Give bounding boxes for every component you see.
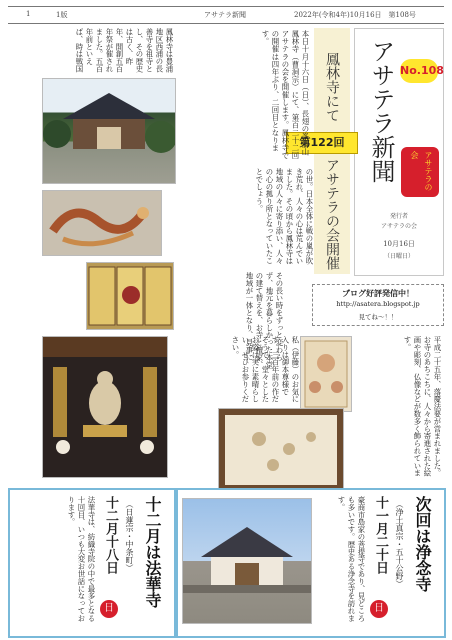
buddhist-painting-photo [300,336,352,412]
buddha-altar-photo [42,336,168,478]
dec-date: 十二月十八日 [103,496,118,574]
page-number: 1 [26,10,31,18]
golden-doors-photo [86,262,174,330]
next-date: 十一月二十日 [373,496,388,574]
article-paragraph-5: 平成二十五年、落慶法要が営まれました。お寺のあちこちに、人々から寄進された絵画や彫刻、仏像などが数多く飾られています。 [403,336,442,477]
dec-day-badge: 日 [100,600,118,618]
next-sect: （浄土真宗・五十公野） [395,500,404,588]
dragon-carving-photo [42,190,162,256]
headline-pre: 鳳林寺にて [324,52,340,122]
masthead-title: アサテラ新聞 [367,39,395,183]
headline-post: アサテラの会開催 [324,158,340,270]
golden-doors-drawing [87,263,173,329]
blog-url[interactable]: http://asatera.blogspot.jp [336,300,420,308]
publisher-name: アサテラの会 [380,223,417,230]
december-box [8,488,176,638]
framed-painting-photo [218,408,344,492]
next-title: 次回は浄念寺 [413,496,432,592]
blog-box [312,284,444,326]
article-paragraph-2: 鳳林寺は豊浦地区西浦の長善寺を祖寺とし、その歴史は古く、昨年、開創五百年祭が催されました。五百年前といえば、時は戦国 [75,28,174,73]
article-paragraph-3: の世。日本全体に戦の嵐が吹き荒れ、人々の心は荒んでいました。その頃から鳳林寺は地域の人々に寄り添い、人々の心の拠り所となっていたことでしょう。 [255,168,314,265]
org-badge-text: アサテラの会 [410,151,433,191]
buddhist-painting-drawing [301,337,351,411]
publisher-label: 発行者 [389,213,408,220]
masthead [354,28,444,276]
temple-photo [42,78,176,184]
next-body: 豪商市島家の菩提寺であり、見どころも多いです。歴史ある浄念寺を訪れます。 [337,496,366,622]
article-paragraph-6: 私（伊藤）のお気に入りは御本尊様です。三百年前の作だそうで、堂々としたお姿は実に素晴らしい。ぜひお参りください。 [231,336,300,403]
buddha-altar-drawing [43,337,167,477]
blog-title: ブログ好評発信中！ [342,289,414,298]
dec-sect: （日蓮宗・中条町） [125,500,134,572]
jonenji-drawing [183,499,311,623]
masthead-weekday: （日曜日） [383,253,414,260]
article-paragraph-4: その長い時をずっと変わらず、地元を暮らしかった本堂の建て替えを、お寺と檀家、地域が一体となり、見事に [245,272,284,369]
header-date-issue: 2022年(令和4年)10月16日 第108号 [294,11,416,19]
temple-photo-drawing [43,79,175,183]
masthead-date: 10月16日 [383,240,415,248]
dragon-carving-drawing [43,191,161,255]
article-paragraph-1: 本日十月十六日（日）、長翅の峯清山鳳林寺（曹洞宗）にて、第百二十二回アサテラの会を開催します。鳳林寺での開催は四年ぶり、二回目となります。 [261,30,310,160]
framed-painting-drawing [219,409,343,491]
dec-title: 十二月は法華寺 [143,496,162,608]
header-paper-name: アサテラ新聞 [204,11,246,19]
headline-badge: 第122回 [286,132,358,154]
issue-badge: No.108 [400,59,438,83]
page-header [8,6,444,24]
blog-cta: 見てね～！！ [358,313,398,321]
jonenji-photo [182,498,312,624]
edition-label: 1版 [56,11,68,19]
next-day-badge: 日 [370,600,388,618]
dec-body: 法華寺は、紡織寺院の中で最多となる十回目、いつも大変お世話になっております。 [67,496,96,622]
next-session-box [176,488,446,638]
